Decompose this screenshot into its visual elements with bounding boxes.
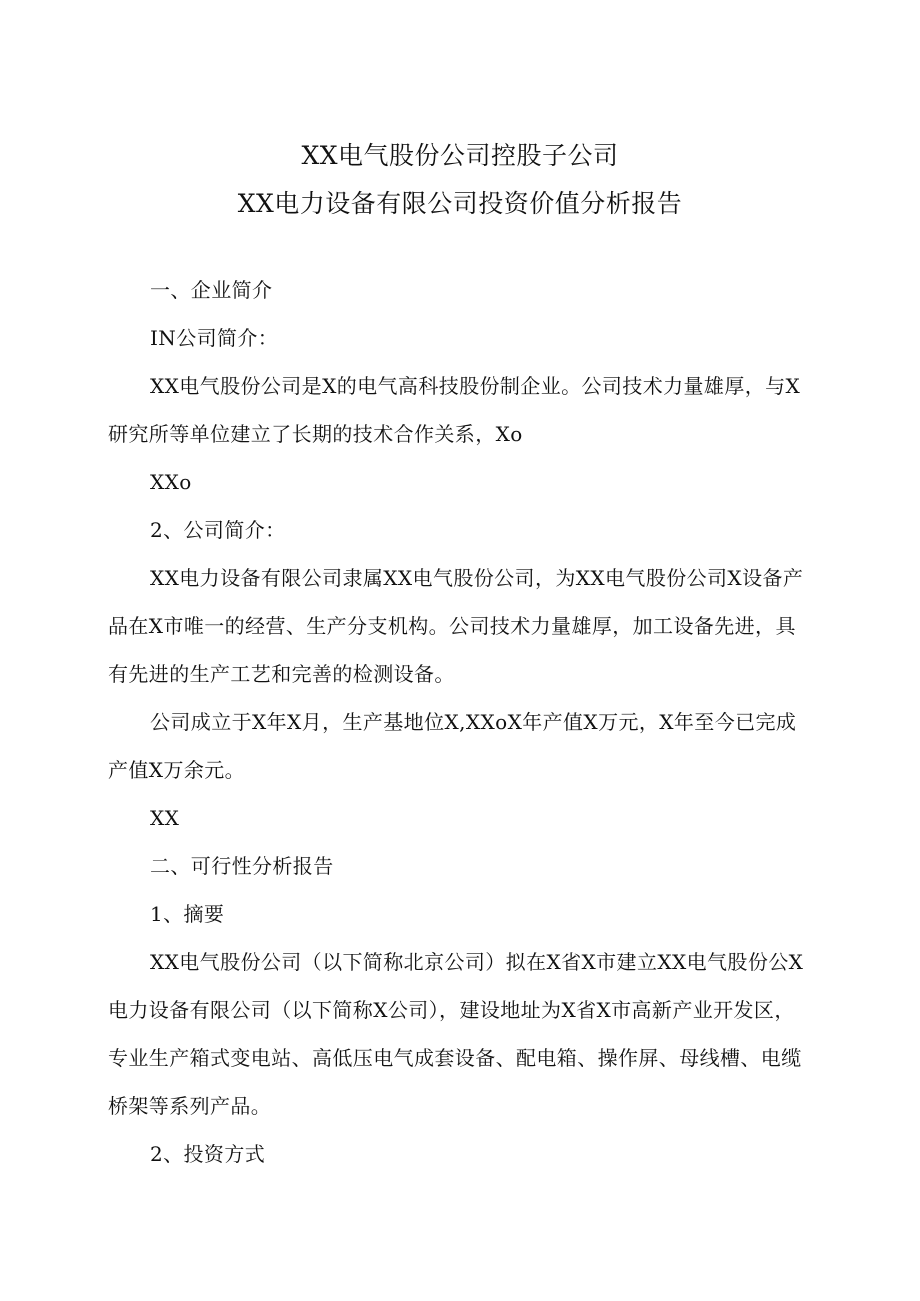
section-heading-feasibility-report: 二、可行性分析报告 bbox=[150, 854, 334, 878]
paragraph-parent-company-intro: XX电气股份公司是X的电气高科技股份制企业。公司技术力量雄厚，与X研究所等单位建立了长期的技术合作关系，Xo bbox=[108, 374, 801, 446]
subheading-company-intro-2: 2、公司简介： bbox=[150, 518, 286, 542]
paragraph-xx: XX bbox=[150, 806, 180, 830]
paragraph-establishment-output: 公司成立于X年X月，生产基地位X,XXoX年产值X万元，X年至今已完成产值X万余元。 bbox=[108, 710, 797, 782]
document-title-line-1: XX电气股份公司控股子公司 bbox=[301, 141, 619, 170]
document-title-line-2: XX电力设备有限公司投资价值分析报告 bbox=[237, 189, 683, 218]
subheading-company-intro-1: IN公司简介： bbox=[150, 326, 279, 350]
paragraph-subsidiary-intro: XX电力设备有限公司隶属XX电气股份公司，为XX电气股份公司X设备产品在X市唯一的经营、生产分支机构。公司技术力量雄厚，加工设备先进，具有先进的生产工艺和完善的检测设备。 bbox=[108, 566, 804, 686]
paragraph-xxo: XXo bbox=[150, 470, 192, 494]
paragraph-summary-content: XX电气股份公司（以下简称北京公司）拟在X省X市建立XX电气股份公X电力设备有限公司（以下简称X公司），建设地址为X省X市高新产业开发区，专业生产箱式变电站、高低压电气成套设备、配电箱、操作屏、母线槽、电缆桥架等系列产品。 bbox=[108, 950, 804, 1118]
subheading-investment-method: 2、投资方式 bbox=[150, 1142, 266, 1166]
subheading-summary: 1、摘要 bbox=[150, 902, 225, 926]
section-heading-company-intro: 一、企业简介 bbox=[150, 278, 273, 302]
